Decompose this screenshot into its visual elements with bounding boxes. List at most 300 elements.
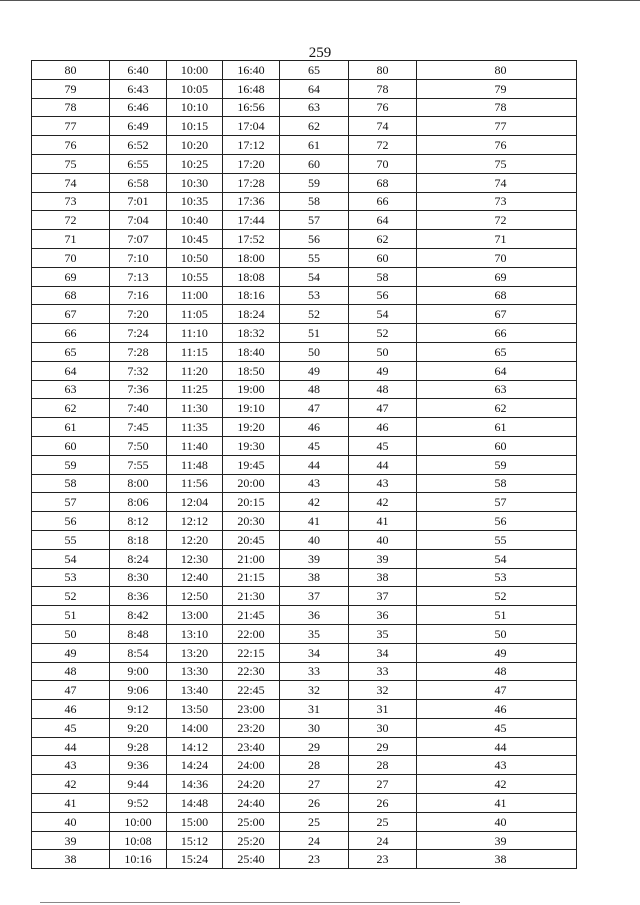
- table-cell: 45: [280, 436, 349, 455]
- table-cell: 13:40: [167, 681, 223, 700]
- table-cell: 49: [417, 643, 577, 662]
- table-cell: 66: [349, 192, 417, 211]
- table-cell: 46: [349, 418, 417, 437]
- table-row: [32, 812, 577, 831]
- table-cell: 61: [32, 418, 110, 437]
- table-cell: 8:30: [110, 568, 167, 587]
- table-cell: 17:28: [223, 173, 280, 192]
- table-cell: 39: [32, 831, 110, 850]
- table-cell: 74: [32, 173, 110, 192]
- table-cell: 11:10: [167, 324, 223, 343]
- table-cell: 31: [280, 700, 349, 719]
- table-row: [32, 794, 577, 813]
- table-row: [32, 662, 577, 681]
- table-cell: 6:46: [110, 98, 167, 117]
- table-cell: 55: [32, 530, 110, 549]
- table-cell: 7:55: [110, 455, 167, 474]
- table-cell: 56: [32, 512, 110, 531]
- table-cell: 38: [349, 568, 417, 587]
- table-cell: 44: [32, 737, 110, 756]
- table-cell: 56: [417, 512, 577, 531]
- table-cell: 13:50: [167, 700, 223, 719]
- table-cell: 46: [417, 700, 577, 719]
- table-cell: 76: [349, 98, 417, 117]
- table-cell: 7:13: [110, 267, 167, 286]
- table-cell: 33: [349, 662, 417, 681]
- table-cell: 35: [280, 624, 349, 643]
- table-row: [32, 117, 577, 136]
- table-cell: 46: [32, 700, 110, 719]
- table-cell: 17:36: [223, 192, 280, 211]
- table-row: [32, 756, 577, 775]
- table-row: [32, 98, 577, 117]
- table-cell: 6:55: [110, 154, 167, 173]
- table-cell: 11:25: [167, 380, 223, 399]
- table-cell: 47: [417, 681, 577, 700]
- table-cell: 33: [280, 662, 349, 681]
- table-cell: 14:36: [167, 775, 223, 794]
- table-cell: 72: [417, 211, 577, 230]
- table-cell: 10:20: [167, 136, 223, 155]
- table-cell: 71: [417, 230, 577, 249]
- table-row: [32, 230, 577, 249]
- table-cell: 72: [32, 211, 110, 230]
- table-row: [32, 399, 577, 418]
- table-cell: 71: [32, 230, 110, 249]
- table-cell: 20:00: [223, 474, 280, 493]
- table-cell: 7:01: [110, 192, 167, 211]
- table-cell: 24:40: [223, 794, 280, 813]
- table-cell: 40: [417, 812, 577, 831]
- table-cell: 54: [280, 267, 349, 286]
- table-cell: 60: [349, 248, 417, 267]
- table-cell: 70: [32, 248, 110, 267]
- table-cell: 57: [32, 493, 110, 512]
- table-cell: 79: [32, 79, 110, 98]
- table-cell: 80: [32, 61, 110, 80]
- table-cell: 29: [280, 737, 349, 756]
- table-cell: 28: [280, 756, 349, 775]
- table-row: [32, 737, 577, 756]
- table-cell: 24:00: [223, 756, 280, 775]
- table-cell: 37: [349, 587, 417, 606]
- table-cell: 15:12: [167, 831, 223, 850]
- table-body: [32, 61, 577, 869]
- table-cell: 66: [417, 324, 577, 343]
- table-cell: 62: [280, 117, 349, 136]
- table-cell: 38: [280, 568, 349, 587]
- table-cell: 7:16: [110, 286, 167, 305]
- table-cell: 8:06: [110, 493, 167, 512]
- table-cell: 48: [417, 662, 577, 681]
- table-cell: 11:30: [167, 399, 223, 418]
- table-cell: 30: [280, 718, 349, 737]
- table-cell: 42: [349, 493, 417, 512]
- table-cell: 80: [417, 61, 577, 80]
- table-cell: 56: [280, 230, 349, 249]
- table-cell: 77: [417, 117, 577, 136]
- table-cell: 20:45: [223, 530, 280, 549]
- table-cell: 6:52: [110, 136, 167, 155]
- table-row: [32, 248, 577, 267]
- table-cell: 23:00: [223, 700, 280, 719]
- table-cell: 10:05: [167, 79, 223, 98]
- table-cell: 64: [417, 361, 577, 380]
- table-cell: 38: [417, 850, 577, 869]
- table-cell: 8:12: [110, 512, 167, 531]
- table-cell: 20:30: [223, 512, 280, 531]
- table-cell: 62: [349, 230, 417, 249]
- table-cell: 53: [417, 568, 577, 587]
- table-row: [32, 530, 577, 549]
- table-cell: 9:52: [110, 794, 167, 813]
- table-cell: 42: [280, 493, 349, 512]
- table-cell: 18:24: [223, 305, 280, 324]
- table-cell: 11:00: [167, 286, 223, 305]
- table-cell: 8:36: [110, 587, 167, 606]
- table-cell: 42: [417, 775, 577, 794]
- table-cell: 58: [32, 474, 110, 493]
- table-cell: 54: [349, 305, 417, 324]
- table-cell: 67: [32, 305, 110, 324]
- table-cell: 74: [417, 173, 577, 192]
- table-cell: 66: [32, 324, 110, 343]
- table-cell: 62: [417, 399, 577, 418]
- table-cell: 18:08: [223, 267, 280, 286]
- table-cell: 9:20: [110, 718, 167, 737]
- table-cell: 7:36: [110, 380, 167, 399]
- table-cell: 76: [417, 136, 577, 155]
- table-cell: 14:00: [167, 718, 223, 737]
- table-row: [32, 361, 577, 380]
- table-cell: 37: [280, 587, 349, 606]
- table-cell: 31: [349, 700, 417, 719]
- table-row: [32, 831, 577, 850]
- table-cell: 14:48: [167, 794, 223, 813]
- table-cell: 68: [32, 286, 110, 305]
- table-row: [32, 718, 577, 737]
- table-row: [32, 512, 577, 531]
- table-row: [32, 568, 577, 587]
- table-cell: 19:10: [223, 399, 280, 418]
- table-cell: 75: [417, 154, 577, 173]
- table-cell: 17:12: [223, 136, 280, 155]
- table-cell: 23: [280, 850, 349, 869]
- table-row: [32, 681, 577, 700]
- table-cell: 10:16: [110, 850, 167, 869]
- table-cell: 34: [280, 643, 349, 662]
- table-cell: 16:40: [223, 61, 280, 80]
- table-cell: 6:43: [110, 79, 167, 98]
- table-cell: 73: [32, 192, 110, 211]
- table-cell: 41: [349, 512, 417, 531]
- table-cell: 57: [417, 493, 577, 512]
- table-cell: 44: [349, 455, 417, 474]
- table-cell: 64: [349, 211, 417, 230]
- table-cell: 27: [280, 775, 349, 794]
- table-cell: 59: [417, 455, 577, 474]
- score-conversion-table: [31, 60, 577, 869]
- table-cell: 39: [349, 549, 417, 568]
- table-cell: 17:20: [223, 154, 280, 173]
- table-cell: 78: [417, 98, 577, 117]
- table-cell: 58: [349, 267, 417, 286]
- table-cell: 22:15: [223, 643, 280, 662]
- scan-edge-line-bottom: [40, 902, 460, 903]
- table-cell: 7:20: [110, 305, 167, 324]
- table-cell: 68: [417, 286, 577, 305]
- table-row: [32, 624, 577, 643]
- table-cell: 13:00: [167, 606, 223, 625]
- table-cell: 43: [417, 756, 577, 775]
- table-cell: 19:00: [223, 380, 280, 399]
- table-cell: 67: [417, 305, 577, 324]
- scan-edge-line-top: [0, 0, 640, 1]
- table-cell: 34: [349, 643, 417, 662]
- table-cell: 52: [417, 587, 577, 606]
- table-cell: 8:00: [110, 474, 167, 493]
- table-cell: 32: [280, 681, 349, 700]
- table-cell: 78: [349, 79, 417, 98]
- table-cell: 48: [349, 380, 417, 399]
- table-cell: 15:24: [167, 850, 223, 869]
- table-cell: 65: [417, 342, 577, 361]
- table-cell: 17:52: [223, 230, 280, 249]
- table-cell: 11:05: [167, 305, 223, 324]
- table-cell: 6:58: [110, 173, 167, 192]
- table-cell: 18:40: [223, 342, 280, 361]
- table-cell: 70: [417, 248, 577, 267]
- table-cell: 73: [417, 192, 577, 211]
- table-cell: 40: [32, 812, 110, 831]
- table-cell: 47: [32, 681, 110, 700]
- table-cell: 55: [417, 530, 577, 549]
- table-cell: 10:45: [167, 230, 223, 249]
- table-cell: 49: [280, 361, 349, 380]
- table-cell: 69: [417, 267, 577, 286]
- table-cell: 14:12: [167, 737, 223, 756]
- table-cell: 32: [349, 681, 417, 700]
- table-cell: 57: [280, 211, 349, 230]
- table-cell: 9:00: [110, 662, 167, 681]
- table-row: [32, 436, 577, 455]
- table-cell: 24:20: [223, 775, 280, 794]
- table-cell: 52: [32, 587, 110, 606]
- table-row: [32, 587, 577, 606]
- table-cell: 25: [349, 812, 417, 831]
- table-cell: 13:20: [167, 643, 223, 662]
- table-row: [32, 606, 577, 625]
- table-cell: 10:10: [167, 98, 223, 117]
- table-row: [32, 549, 577, 568]
- table-cell: 39: [417, 831, 577, 850]
- table-cell: 16:48: [223, 79, 280, 98]
- table-cell: 17:44: [223, 211, 280, 230]
- table-cell: 8:18: [110, 530, 167, 549]
- table-cell: 18:00: [223, 248, 280, 267]
- table-cell: 7:10: [110, 248, 167, 267]
- table-cell: 21:00: [223, 549, 280, 568]
- table-cell: 7:32: [110, 361, 167, 380]
- table-cell: 65: [32, 342, 110, 361]
- table-cell: 49: [32, 643, 110, 662]
- table-cell: 61: [280, 136, 349, 155]
- table-cell: 52: [280, 305, 349, 324]
- table-cell: 36: [349, 606, 417, 625]
- table-cell: 43: [349, 474, 417, 493]
- table-cell: 10:00: [167, 61, 223, 80]
- table-cell: 72: [349, 136, 417, 155]
- table-cell: 21:15: [223, 568, 280, 587]
- table-cell: 23: [349, 850, 417, 869]
- table-cell: 25: [280, 812, 349, 831]
- page-number: 259: [308, 45, 332, 61]
- table-cell: 44: [417, 737, 577, 756]
- table-cell: 12:40: [167, 568, 223, 587]
- table-cell: 47: [280, 399, 349, 418]
- table-row: [32, 700, 577, 719]
- table-cell: 12:12: [167, 512, 223, 531]
- table-cell: 16:56: [223, 98, 280, 117]
- table-cell: 75: [32, 154, 110, 173]
- table-cell: 52: [349, 324, 417, 343]
- table-cell: 53: [280, 286, 349, 305]
- table-cell: 11:15: [167, 342, 223, 361]
- table-cell: 26: [280, 794, 349, 813]
- table-cell: 12:04: [167, 493, 223, 512]
- table-cell: 45: [417, 718, 577, 737]
- table-row: [32, 493, 577, 512]
- table-cell: 50: [417, 624, 577, 643]
- table-cell: 74: [349, 117, 417, 136]
- table-row: [32, 61, 577, 80]
- table-cell: 7:04: [110, 211, 167, 230]
- table-row: [32, 474, 577, 493]
- table-cell: 10:40: [167, 211, 223, 230]
- table-cell: 47: [349, 399, 417, 418]
- table-cell: 50: [280, 342, 349, 361]
- table-cell: 18:16: [223, 286, 280, 305]
- table-cell: 48: [32, 662, 110, 681]
- table-cell: 7:50: [110, 436, 167, 455]
- table-cell: 10:25: [167, 154, 223, 173]
- table-cell: 7:07: [110, 230, 167, 249]
- table-cell: 14:24: [167, 756, 223, 775]
- table-cell: 43: [32, 756, 110, 775]
- table-row: [32, 305, 577, 324]
- table-row: [32, 775, 577, 794]
- table-cell: 41: [32, 794, 110, 813]
- table-cell: 54: [417, 549, 577, 568]
- table-cell: 11:48: [167, 455, 223, 474]
- table-cell: 38: [32, 850, 110, 869]
- table-cell: 9:44: [110, 775, 167, 794]
- table-cell: 68: [349, 173, 417, 192]
- table-row: [32, 173, 577, 192]
- table-cell: 49: [349, 361, 417, 380]
- table-cell: 62: [32, 399, 110, 418]
- table-cell: 35: [349, 624, 417, 643]
- table-cell: 60: [32, 436, 110, 455]
- table-cell: 11:40: [167, 436, 223, 455]
- table-cell: 9:12: [110, 700, 167, 719]
- table-cell: 80: [349, 61, 417, 80]
- table-cell: 61: [417, 418, 577, 437]
- table-cell: 63: [417, 380, 577, 399]
- table-cell: 10:55: [167, 267, 223, 286]
- table-cell: 23:20: [223, 718, 280, 737]
- table-cell: 6:49: [110, 117, 167, 136]
- table-cell: 58: [280, 192, 349, 211]
- table-cell: 7:40: [110, 399, 167, 418]
- table-row: [32, 455, 577, 474]
- table-cell: 29: [349, 737, 417, 756]
- table-cell: 78: [32, 98, 110, 117]
- table-cell: 19:30: [223, 436, 280, 455]
- table-cell: 10:08: [110, 831, 167, 850]
- table-cell: 24: [349, 831, 417, 850]
- table-cell: 18:50: [223, 361, 280, 380]
- table-cell: 22:00: [223, 624, 280, 643]
- table-cell: 43: [280, 474, 349, 493]
- table-cell: 22:30: [223, 662, 280, 681]
- table-cell: 60: [417, 436, 577, 455]
- table-cell: 24: [280, 831, 349, 850]
- table-row: [32, 643, 577, 662]
- table-cell: 69: [32, 267, 110, 286]
- table-cell: 19:20: [223, 418, 280, 437]
- table-cell: 63: [280, 98, 349, 117]
- table-cell: 26: [349, 794, 417, 813]
- table-cell: 64: [32, 361, 110, 380]
- table-cell: 45: [32, 718, 110, 737]
- table-cell: 10:30: [167, 173, 223, 192]
- table-cell: 59: [32, 455, 110, 474]
- table-cell: 50: [32, 624, 110, 643]
- table-cell: 51: [280, 324, 349, 343]
- table-cell: 11:56: [167, 474, 223, 493]
- table-cell: 41: [417, 794, 577, 813]
- table-cell: 10:35: [167, 192, 223, 211]
- table-cell: 51: [417, 606, 577, 625]
- table-row: [32, 192, 577, 211]
- table-cell: 40: [280, 530, 349, 549]
- table-cell: 60: [280, 154, 349, 173]
- table-cell: 22:45: [223, 681, 280, 700]
- table-cell: 11:35: [167, 418, 223, 437]
- table-cell: 9:28: [110, 737, 167, 756]
- table-row: [32, 342, 577, 361]
- table-cell: 40: [349, 530, 417, 549]
- table-cell: 8:24: [110, 549, 167, 568]
- table-cell: 79: [417, 79, 577, 98]
- table-cell: 65: [280, 61, 349, 80]
- table-cell: 30: [349, 718, 417, 737]
- table-cell: 12:20: [167, 530, 223, 549]
- table-cell: 8:48: [110, 624, 167, 643]
- table-cell: 15:00: [167, 812, 223, 831]
- table-cell: 13:30: [167, 662, 223, 681]
- table-cell: 10:15: [167, 117, 223, 136]
- table-cell: 54: [32, 549, 110, 568]
- table-cell: 58: [417, 474, 577, 493]
- table-row: [32, 79, 577, 98]
- table-cell: 39: [280, 549, 349, 568]
- table-cell: 12:30: [167, 549, 223, 568]
- table-cell: 19:45: [223, 455, 280, 474]
- table-cell: 76: [32, 136, 110, 155]
- table-cell: 21:30: [223, 587, 280, 606]
